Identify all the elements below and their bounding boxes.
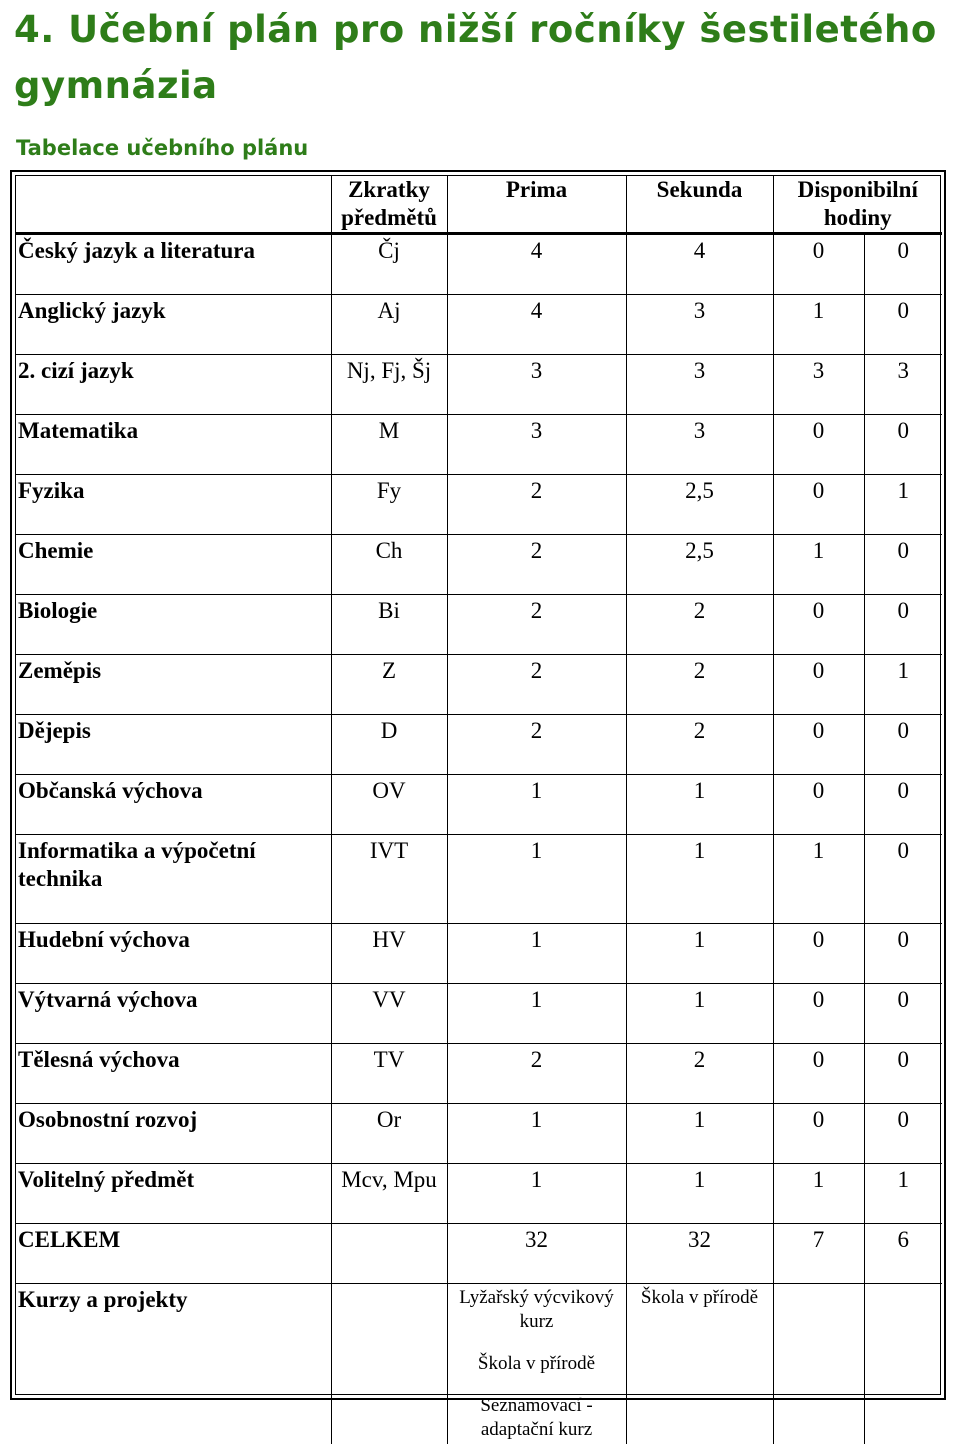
table-row (16, 835, 942, 924)
cell-disp2: 0 (864, 715, 942, 775)
table-row (16, 655, 942, 715)
cell-disp1: 0 (773, 234, 864, 295)
cell-subject: Občanská výchova (16, 775, 331, 835)
page-title: 4. Učební plán pro nižší ročníky šestiletého gymnázia (14, 2, 954, 114)
cell-sekunda: 2 (626, 655, 773, 715)
cell-prima: 1 (447, 835, 626, 924)
courses-sekunda (626, 1284, 773, 1444)
cell-disp2: 0 (864, 535, 942, 595)
curriculum-table (16, 176, 942, 1444)
cell-disp2: 0 (864, 595, 942, 655)
cell-sekunda: 2 (626, 715, 773, 775)
cell-abbrev: Čj (331, 234, 447, 295)
table-row (16, 1164, 942, 1224)
header-abbrev: Zkratky předmětů (331, 176, 447, 234)
table-row (16, 1044, 942, 1104)
courses-label: Kurzy a projekty (16, 1284, 331, 1444)
cell-disp2: 0 (864, 835, 942, 924)
cell-prima: 2 (447, 475, 626, 535)
cell-sekunda: 2,5 (626, 535, 773, 595)
cell-sekunda: 2,5 (626, 475, 773, 535)
cell-prima: 1 (447, 984, 626, 1044)
courses-disp1 (773, 1284, 864, 1444)
cell-sekunda: 1 (626, 775, 773, 835)
table-row (16, 775, 942, 835)
total-sekunda: 32 (626, 1224, 773, 1284)
cell-disp1: 0 (773, 415, 864, 475)
cell-subject: Dějepis (16, 715, 331, 775)
table-row (16, 924, 942, 984)
cell-sekunda: 1 (626, 1164, 773, 1224)
course-item: Škola v přírodě (448, 1352, 626, 1376)
cell-disp1: 0 (773, 1104, 864, 1164)
courses-disp2 (864, 1284, 942, 1444)
cell-sekunda: 1 (626, 984, 773, 1044)
cell-abbrev: VV (331, 984, 447, 1044)
table-row (16, 295, 942, 355)
total-label: CELKEM (16, 1224, 331, 1284)
cell-abbrev: Z (331, 655, 447, 715)
cell-sekunda: 4 (626, 234, 773, 295)
cell-abbrev: M (331, 415, 447, 475)
courses-row (16, 1284, 942, 1444)
cell-abbrev: TV (331, 1044, 447, 1104)
cell-disp1: 0 (773, 595, 864, 655)
table-row (16, 355, 942, 415)
cell-subject: Tělesná výchova (16, 1044, 331, 1104)
table-row (16, 475, 942, 535)
cell-abbrev: IVT (331, 835, 447, 924)
cell-sekunda: 2 (626, 1044, 773, 1104)
cell-sekunda: 3 (626, 295, 773, 355)
cell-subject: Hudební výchova (16, 924, 331, 984)
cell-disp2: 0 (864, 984, 942, 1044)
header-prima: Prima (447, 176, 626, 234)
cell-disp2: 1 (864, 655, 942, 715)
cell-disp1: 1 (773, 1164, 864, 1224)
total-row (16, 1224, 942, 1284)
table-row (16, 234, 942, 295)
total-disp2: 6 (864, 1224, 942, 1284)
cell-disp2: 0 (864, 295, 942, 355)
course-item: Seznamovací - adaptační kurz (448, 1394, 626, 1442)
courses-abbrev (331, 1284, 447, 1444)
cell-abbrev: Fy (331, 475, 447, 535)
cell-subject: Osobnostní rozvoj (16, 1104, 331, 1164)
cell-abbrev: Or (331, 1104, 447, 1164)
table-row (16, 535, 942, 595)
cell-prima: 1 (447, 1104, 626, 1164)
cell-subject: Matematika (16, 415, 331, 475)
cell-disp1: 0 (773, 1044, 864, 1104)
cell-subject: Chemie (16, 535, 331, 595)
cell-abbrev: Mcv, Mpu (331, 1164, 447, 1224)
cell-sekunda: 1 (626, 835, 773, 924)
cell-disp1: 1 (773, 835, 864, 924)
cell-disp2: 1 (864, 475, 942, 535)
cell-sekunda: 2 (626, 595, 773, 655)
cell-abbrev: D (331, 715, 447, 775)
cell-disp2: 1 (864, 1164, 942, 1224)
cell-sekunda: 3 (626, 355, 773, 415)
courses-prima (447, 1284, 626, 1444)
cell-prima: 3 (447, 355, 626, 415)
cell-abbrev: HV (331, 924, 447, 984)
cell-abbrev: OV (331, 775, 447, 835)
cell-disp1: 0 (773, 715, 864, 775)
cell-prima: 4 (447, 234, 626, 295)
cell-subject: Fyzika (16, 475, 331, 535)
cell-sekunda: 1 (626, 924, 773, 984)
cell-subject: Výtvarná výchova (16, 984, 331, 1044)
table-row (16, 715, 942, 775)
cell-prima: 1 (447, 775, 626, 835)
header-sekunda: Sekunda (626, 176, 773, 234)
cell-subject: Informatika a výpočetní technika (16, 835, 331, 924)
table-row (16, 1104, 942, 1164)
table-row (16, 415, 942, 475)
cell-disp2: 0 (864, 1044, 942, 1104)
cell-prima: 1 (447, 924, 626, 984)
cell-subject: Biologie (16, 595, 331, 655)
cell-disp2: 0 (864, 415, 942, 475)
cell-disp2: 0 (864, 775, 942, 835)
cell-prima: 3 (447, 415, 626, 475)
cell-prima: 2 (447, 595, 626, 655)
cell-disp1: 0 (773, 655, 864, 715)
cell-prima: 2 (447, 535, 626, 595)
cell-disp1: 0 (773, 775, 864, 835)
cell-disp1: 0 (773, 984, 864, 1044)
cell-sekunda: 1 (626, 1104, 773, 1164)
cell-abbrev: Aj (331, 295, 447, 355)
cell-prima: 2 (447, 655, 626, 715)
cell-disp2: 0 (864, 1104, 942, 1164)
cell-prima: 2 (447, 1044, 626, 1104)
cell-subject: Volitelný předmět (16, 1164, 331, 1224)
header-subject (16, 176, 331, 234)
table-row (16, 595, 942, 655)
cell-disp1: 0 (773, 924, 864, 984)
cell-abbrev: Nj, Fj, Šj (331, 355, 447, 415)
cell-disp1: 0 (773, 475, 864, 535)
cell-abbrev: Ch (331, 535, 447, 595)
cell-prima: 4 (447, 295, 626, 355)
cell-disp2: 3 (864, 355, 942, 415)
cell-sekunda: 3 (626, 415, 773, 475)
cell-disp1: 1 (773, 295, 864, 355)
section-subtitle: Tabelace učebního plánu (16, 134, 308, 162)
course-item: Lyžařský výcvikový kurz (448, 1286, 626, 1334)
cell-abbrev: Bi (331, 595, 447, 655)
curriculum-table-frame (10, 170, 946, 1400)
cell-subject: Zeměpis (16, 655, 331, 715)
cell-subject: Anglický jazyk (16, 295, 331, 355)
cell-disp2: 0 (864, 234, 942, 295)
cell-subject: 2. cizí jazyk (16, 355, 331, 415)
course-item: Škola v přírodě (627, 1286, 773, 1310)
cell-prima: 2 (447, 715, 626, 775)
table-header-row (16, 176, 942, 234)
table-row (16, 984, 942, 1044)
cell-disp1: 1 (773, 535, 864, 595)
cell-prima: 1 (447, 1164, 626, 1224)
cell-disp2: 0 (864, 924, 942, 984)
header-disposable: Disponibilní hodiny (773, 176, 942, 234)
total-abbrev (331, 1224, 447, 1284)
cell-disp1: 3 (773, 355, 864, 415)
total-disp1: 7 (773, 1224, 864, 1284)
cell-subject: Český jazyk a literatura (16, 234, 331, 295)
total-prima: 32 (447, 1224, 626, 1284)
